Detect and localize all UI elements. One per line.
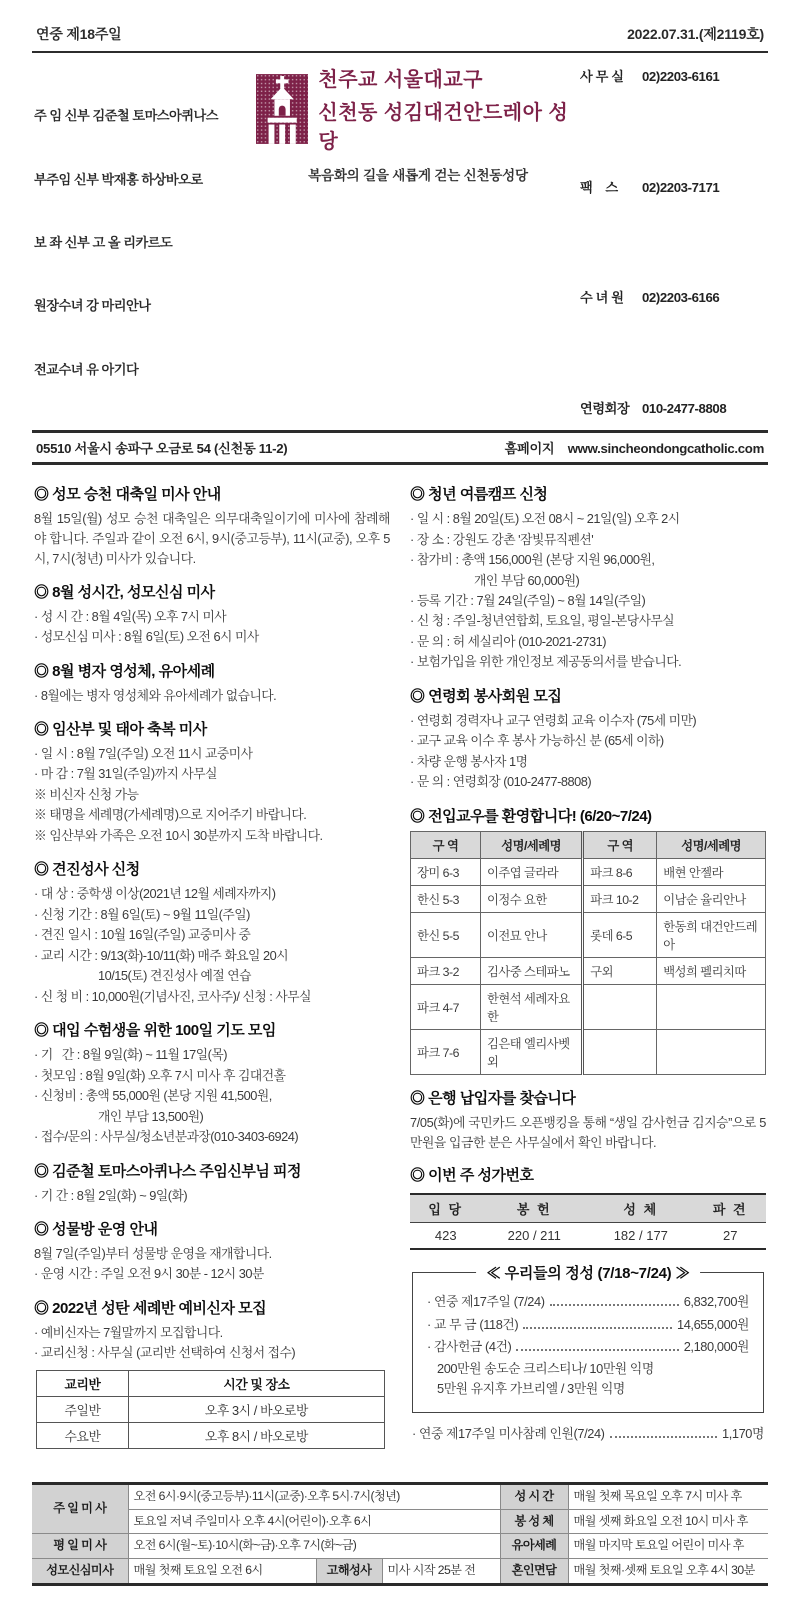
table-row bbox=[32, 1509, 768, 1534]
offering-line: · 교 무 금 (118건) 14,655,000원 bbox=[427, 1316, 749, 1332]
bullet-line: · 대 상 : 중학생 이상(2021년 12월 세례자까지) bbox=[34, 886, 276, 902]
mass-attendance-line: · 연중 제17주일 미사참례 인원(7/24) 1,170명 bbox=[412, 1425, 764, 1441]
section-title: ◎ 2022년 성탄 세례반 예비신자 모집 bbox=[34, 1299, 267, 1317]
schedule-value: 토요일 저녁 주일미사 오후 4시(어린이)·오후 6시 bbox=[128, 1509, 500, 1534]
bullet-line: · 접수/문의 : 사무실/청소년분과장(010-3403-6924) bbox=[34, 1129, 299, 1145]
section-title: ◎ 연령회 봉사회원 모집 bbox=[410, 687, 562, 705]
section-confirmation bbox=[34, 858, 390, 1007]
table-header-cell: 파 견 bbox=[695, 1194, 767, 1223]
table-cell bbox=[657, 984, 766, 1029]
table-row bbox=[411, 885, 766, 912]
bullet-line: · 성 시 간 : 8월 4일(목) 오후 7시 미사 bbox=[34, 608, 227, 624]
hymn-numbers-table bbox=[410, 1193, 766, 1250]
bullet-line: · 기 간 : 8월 2일(화) ~ 9일(화) bbox=[34, 1187, 188, 1203]
church-slogan: 복음화의 길을 새롭게 걷는 신천동성당 bbox=[308, 168, 528, 183]
contact-row: 수 녀 원 02)2203-6166 bbox=[580, 290, 720, 306]
bullet-line: · 교리신청 : 사무실 (교리반 선택하여 신청서 접수) bbox=[34, 1345, 296, 1361]
bullet-line: · 견진 일시 : 10월 16일(주일) 교중미사 중 bbox=[34, 927, 251, 943]
table-cell: 이남순 율리안나 bbox=[657, 885, 766, 912]
bullet-line: · 8월에는 병자 영성체와 유아세례가 없습니다. bbox=[34, 687, 277, 703]
section-title: ◎ 대입 수험생을 위한 100일 기도 모임 bbox=[34, 1022, 276, 1040]
bullet-line: 개인 부담 13,500원) bbox=[98, 1108, 204, 1124]
homepage-url: www.sincheondongcatholic.com bbox=[567, 441, 764, 457]
schedule-label: 고해성사 bbox=[316, 1558, 382, 1584]
section-pastor-retreat bbox=[34, 1160, 390, 1206]
bullet-line: 8월 7일(주일)부터 성물방 운영을 재개합니다. bbox=[34, 1245, 272, 1261]
bullet-line: · 문 의 : 허 세실리아 (010-2021-2731) bbox=[410, 633, 607, 649]
staff-line: 부주임 신부 박재홍 하상바오로 bbox=[34, 171, 203, 187]
bullet-line: · 보험가입을 위한 개인정보 제공동의서를 받습니다. bbox=[410, 654, 682, 670]
table-cell: 182 / 177 bbox=[613, 1228, 668, 1244]
bullet-line: · 기 간 : 8월 9일(화) ~ 11월 17일(목) bbox=[34, 1047, 228, 1063]
section-funeral-volunteers bbox=[410, 685, 766, 793]
catechism-class-table bbox=[36, 1370, 385, 1449]
homepage-label: 홈페이지 bbox=[504, 441, 555, 457]
table-cell: 27 bbox=[723, 1228, 738, 1244]
section-title: ◎ 8월 병자 영성체, 유아세례 bbox=[34, 662, 215, 680]
table-row bbox=[32, 1534, 768, 1559]
table-header-cell: 입 당 bbox=[410, 1194, 481, 1223]
staff-line: 원장수녀 강 마리안나 bbox=[34, 298, 151, 314]
schedule-label: 혼인면담 bbox=[500, 1558, 568, 1584]
table-row bbox=[37, 1422, 385, 1448]
section-assumption-mass bbox=[34, 483, 390, 568]
schedule-label: 성 시 간 bbox=[500, 1483, 568, 1509]
table-cell: 한신 5-3 bbox=[411, 885, 481, 912]
section-title: ◎ 김준철 토마스아퀴나스 주임신부님 피정 bbox=[34, 1162, 302, 1180]
table-header-cell: 교리반 bbox=[37, 1370, 129, 1396]
table-header-cell: 성명/세례명 bbox=[481, 831, 583, 858]
table-cell bbox=[583, 984, 657, 1029]
section-august-holy-hour bbox=[34, 581, 390, 648]
section-title: ◎ 성물방 운영 안내 bbox=[34, 1220, 158, 1238]
dot-leader bbox=[523, 1327, 672, 1329]
table-cell: 장미 6-3 bbox=[411, 858, 481, 885]
left-column bbox=[34, 471, 390, 1458]
table-row bbox=[411, 858, 766, 885]
bullet-line: · 등록 기간 : 7월 24일(주일) ~ 8월 14일(주일) bbox=[410, 593, 646, 608]
table-cell: 파크 10-2 bbox=[583, 885, 657, 912]
dot-leader bbox=[610, 1436, 717, 1438]
church-name-block bbox=[318, 63, 580, 154]
contact-list bbox=[580, 63, 766, 422]
bullet-line: · 일 시 : 8월 7일(주일) 오전 11시 교중미사 bbox=[34, 746, 253, 762]
bullet-line: · 성모신심 미사 : 8월 6일(토) 오전 6시 미사 bbox=[34, 629, 259, 645]
section-title: ◎ 견진성사 신청 bbox=[34, 861, 140, 879]
table-cell: 이정수 요한 bbox=[481, 885, 583, 912]
church-name: 신천동 성김대건안드레아 성당 bbox=[318, 102, 569, 153]
table-cell: 이전묘 안나 bbox=[481, 912, 583, 957]
section-bank-depositor bbox=[410, 1087, 766, 1153]
table-header-cell: 구 역 bbox=[411, 831, 481, 858]
bullet-line: 개인 부담 60,000원) bbox=[474, 572, 580, 588]
table-cell: 423 bbox=[434, 1228, 457, 1244]
schedule-value: 매월 마지막 토요일 어린이 미사 후 bbox=[568, 1534, 768, 1559]
table-cell: 구외 bbox=[583, 957, 657, 984]
section-title: ◎ 이번 주 성가번호 bbox=[410, 1167, 534, 1185]
table-cell: 한현석 세례자요한 bbox=[481, 984, 583, 1029]
note-line: ※ 비신자 신청 가능 bbox=[34, 786, 139, 802]
table-cell: 주일반 bbox=[37, 1396, 129, 1422]
bullet-line: · 교구 교육 이수 후 봉사 가능하신 분 (65세 이하) bbox=[410, 733, 664, 749]
schedule-value: 미사 시작 25분 전 bbox=[382, 1558, 500, 1584]
offerings-box bbox=[412, 1265, 764, 1412]
section-title: ◎ 전입교우를 환영합니다! (6/20~7/24) bbox=[410, 807, 652, 825]
section-exam-prayer bbox=[34, 1019, 390, 1147]
section-gift-shop bbox=[34, 1218, 390, 1285]
staff-line: 주 임 신부 김준철 토마스아퀴나스 bbox=[34, 108, 219, 124]
schedule-value: 매월 첫째 목요일 오후 7시 미사 후 bbox=[568, 1483, 768, 1509]
bullet-line: · 운영 시간 : 주일 오전 9시 30분 - 12시 30분 bbox=[34, 1266, 264, 1282]
section-sick-communion bbox=[34, 660, 390, 706]
schedule-label: 주 일 미 사 bbox=[32, 1483, 128, 1533]
section-catechumen bbox=[34, 1297, 390, 1449]
section-title: ◎ 은행 납입자를 찾습니다 bbox=[410, 1089, 576, 1107]
table-cell: 김은태 엘리사벳 외 bbox=[481, 1029, 583, 1074]
table-row bbox=[410, 1223, 766, 1250]
bullet-line: · 신청 기간 : 8월 6일(토) ~ 9월 11일(주일) bbox=[34, 906, 250, 922]
table-cell: 수요반 bbox=[37, 1422, 129, 1448]
section-title: ◎ 성모 승천 대축일 미사 안내 bbox=[34, 486, 221, 504]
dot-leader bbox=[516, 1349, 678, 1351]
bullet-line: · 장 소 : 강원도 강촌 '잠빛뮤직펜션' bbox=[410, 531, 594, 547]
mass-schedule-table bbox=[32, 1482, 768, 1586]
address-bar bbox=[32, 430, 768, 465]
masthead bbox=[32, 53, 768, 430]
section-title: ◎ 8월 성시간, 성모신심 미사 bbox=[34, 583, 215, 601]
table-row bbox=[411, 1029, 766, 1074]
section-hymn-numbers bbox=[410, 1164, 766, 1250]
topbar bbox=[32, 22, 768, 53]
content bbox=[32, 465, 768, 1468]
table-row bbox=[37, 1396, 385, 1422]
offering-line: · 연중 제17주일 (7/24) 6,832,700원 bbox=[427, 1294, 749, 1310]
table-row bbox=[32, 1558, 768, 1584]
bullet-line: · 참가비 : 총액 156,000원 (본당 지원 96,000원, bbox=[410, 552, 655, 568]
bullet-line: 10/15(토) 견진성사 예절 연습 bbox=[98, 968, 251, 984]
table-cell: 파크 4-7 bbox=[411, 984, 481, 1029]
bullet-line: · 신청비 : 총액 55,000원 (본당 지원 41,500원, bbox=[34, 1088, 272, 1104]
brand-block bbox=[256, 63, 580, 422]
contact-row: 팩 스 02)2203-7171 bbox=[580, 179, 720, 195]
right-column bbox=[410, 471, 766, 1458]
schedule-value: 매월 첫째·셋째 토요일 오후 4시 30분 bbox=[568, 1558, 768, 1584]
table-cell: 파크 3-2 bbox=[411, 957, 481, 984]
note-line: ※ 임산부와 가족은 오전 10시 30분까지 도착 바랍니다. bbox=[34, 827, 323, 843]
section-body: 8월 15일(월) 성모 승천 대축일은 의무대축일이기에 미사에 참례해야 합니다. 주일과 같이 오전 6시, 9시(중고등부), 11시(교중), 오후 5시, 7시(청년) 미사가 있습니다. bbox=[34, 511, 390, 566]
table-cell: 파크 8-6 bbox=[583, 858, 657, 885]
table-cell: 백성희 펠리치따 bbox=[657, 957, 766, 984]
bullet-line: · 일 시 : 8월 20일(토) 오전 08시 ~ 21일(일) 오후 2시 bbox=[410, 511, 680, 527]
staff-line: 보 좌 신부 고 올 리카르도 bbox=[34, 235, 173, 250]
offering-detail: 5만원 유지후 가브리엘 / 3만원 익명 bbox=[437, 1381, 625, 1397]
table-cell: 파크 7-6 bbox=[411, 1029, 481, 1074]
section-transfer-welcome bbox=[410, 805, 766, 1075]
bullet-line: · 연령회 경력자나 교구 연령회 교육 이수자 (75세 미만) bbox=[410, 712, 697, 728]
schedule-label: 봉 성 체 bbox=[500, 1509, 568, 1534]
table-cell: 오후 8시 / 바오로방 bbox=[129, 1422, 385, 1448]
table-cell: 한동희 대건안드레아 bbox=[657, 912, 766, 957]
bullet-line: · 문 의 : 연령회장 (010-2477-8808) bbox=[410, 774, 592, 790]
issue-date-label: 2022.07.31.(제2119호) bbox=[627, 26, 764, 42]
table-cell: 이주엽 글라라 bbox=[481, 858, 583, 885]
table-cell bbox=[657, 1029, 766, 1074]
table-row bbox=[411, 957, 766, 984]
staff-line: 전교수녀 유 아기다 bbox=[34, 361, 139, 377]
staff-list bbox=[34, 63, 256, 422]
note-line: ※ 태명을 세례명(가세례명)으로 지어주기 바랍니다. bbox=[34, 807, 307, 823]
dot-leader bbox=[550, 1304, 679, 1306]
table-header-cell: 성 체 bbox=[587, 1194, 694, 1223]
schedule-value: 매월 셋째 화요일 오전 10시 미사 후 bbox=[568, 1509, 768, 1534]
table-row bbox=[411, 912, 766, 957]
season-week-label: 연중 제18주일 bbox=[36, 26, 122, 42]
bullet-line: · 마 감 : 7월 31일(주일)까지 사무실 bbox=[34, 766, 218, 782]
table-header-cell: 성명/세례명 bbox=[657, 831, 766, 858]
schedule-label: 유아세례 bbox=[500, 1534, 568, 1559]
section-pregnancy-blessing bbox=[34, 718, 390, 846]
church-address: 05510 서울시 송파구 오금로 54 (신천동 11-2) bbox=[36, 441, 288, 457]
offering-line: · 감사헌금 (4건) 2,180,000원 bbox=[427, 1339, 749, 1355]
bullet-line: · 신 청 : 주일-청년연합회, 토요일, 평일-본당사무실 bbox=[410, 613, 675, 629]
bullet-line: · 차량 운행 봉사자 1명 bbox=[410, 753, 528, 769]
offering-detail: 200만원 송도순 크리스티나/ 10만원 익명 bbox=[437, 1360, 654, 1376]
bullet-line: · 교리 시간 : 9/13(화)-10/11(화) 매주 화요일 20시 bbox=[34, 947, 289, 963]
schedule-value: 매월 첫째 토요일 오전 6시 bbox=[128, 1558, 316, 1584]
table-row bbox=[411, 984, 766, 1029]
homepage-block bbox=[495, 438, 764, 457]
church-logo-icon bbox=[256, 73, 308, 145]
table-cell: 롯데 6-5 bbox=[583, 912, 657, 957]
table-cell: 오후 3시 / 바오로방 bbox=[129, 1396, 385, 1422]
schedule-label: 평 일 미 사 bbox=[32, 1534, 128, 1559]
bullet-line: · 첫모임 : 8월 9일(화) 오후 7시 미사 후 김대건홀 bbox=[34, 1067, 286, 1083]
bullet-line: · 예비신자는 7월말까지 모집합니다. bbox=[34, 1324, 223, 1340]
bullet-line: · 신 청 비 : 10,000원(기념사진, 코사주)/ 신청 : 사무실 bbox=[34, 988, 311, 1004]
contact-row: 사 무 실 02)2203-6161 bbox=[580, 69, 720, 84]
table-cell bbox=[583, 1029, 657, 1074]
contact-row: 연령회장 010-2477-8808 bbox=[580, 401, 727, 417]
section-title: ◎ 청년 여름캠프 신청 bbox=[410, 486, 548, 504]
table-header-cell: 봉 헌 bbox=[481, 1194, 587, 1223]
section-body: 7/05(화)에 국민카드 오픈뱅킹을 통해 “생일 감사헌금 김지승”으로 5만원을 입금한 분은 사무실에서 확인 바랍니다. bbox=[410, 1114, 766, 1150]
table-cell: 한신 5-5 bbox=[411, 912, 481, 957]
diocese-name: 천주교 서울대교구 bbox=[318, 69, 483, 91]
table-row bbox=[32, 1483, 768, 1509]
schedule-value: 오전 6시·9시(중고등부)·11시(교중)·오후 5시·7시(청년) bbox=[128, 1483, 500, 1509]
table-cell: 김사중 스테파노 bbox=[481, 957, 583, 984]
section-title: ◎ 임산부 및 태아 축복 미사 bbox=[34, 721, 207, 739]
table-cell: 배현 안젤라 bbox=[657, 858, 766, 885]
transfer-members-table bbox=[410, 831, 766, 1075]
schedule-value: 오전 6시(월~토)·10시(화~금)·오후 7시(화~금) bbox=[128, 1534, 500, 1559]
offerings-title: ≪ 우리들의 정성 (7/18~7/24) ≫ bbox=[476, 1262, 700, 1283]
table-header-cell: 시간 및 장소 bbox=[129, 1370, 385, 1396]
table-cell: 220 / 211 bbox=[507, 1228, 561, 1244]
table-header-cell: 구 역 bbox=[583, 831, 657, 858]
schedule-label: 성모신심미사 bbox=[32, 1558, 128, 1584]
section-youth-camp bbox=[410, 483, 766, 673]
